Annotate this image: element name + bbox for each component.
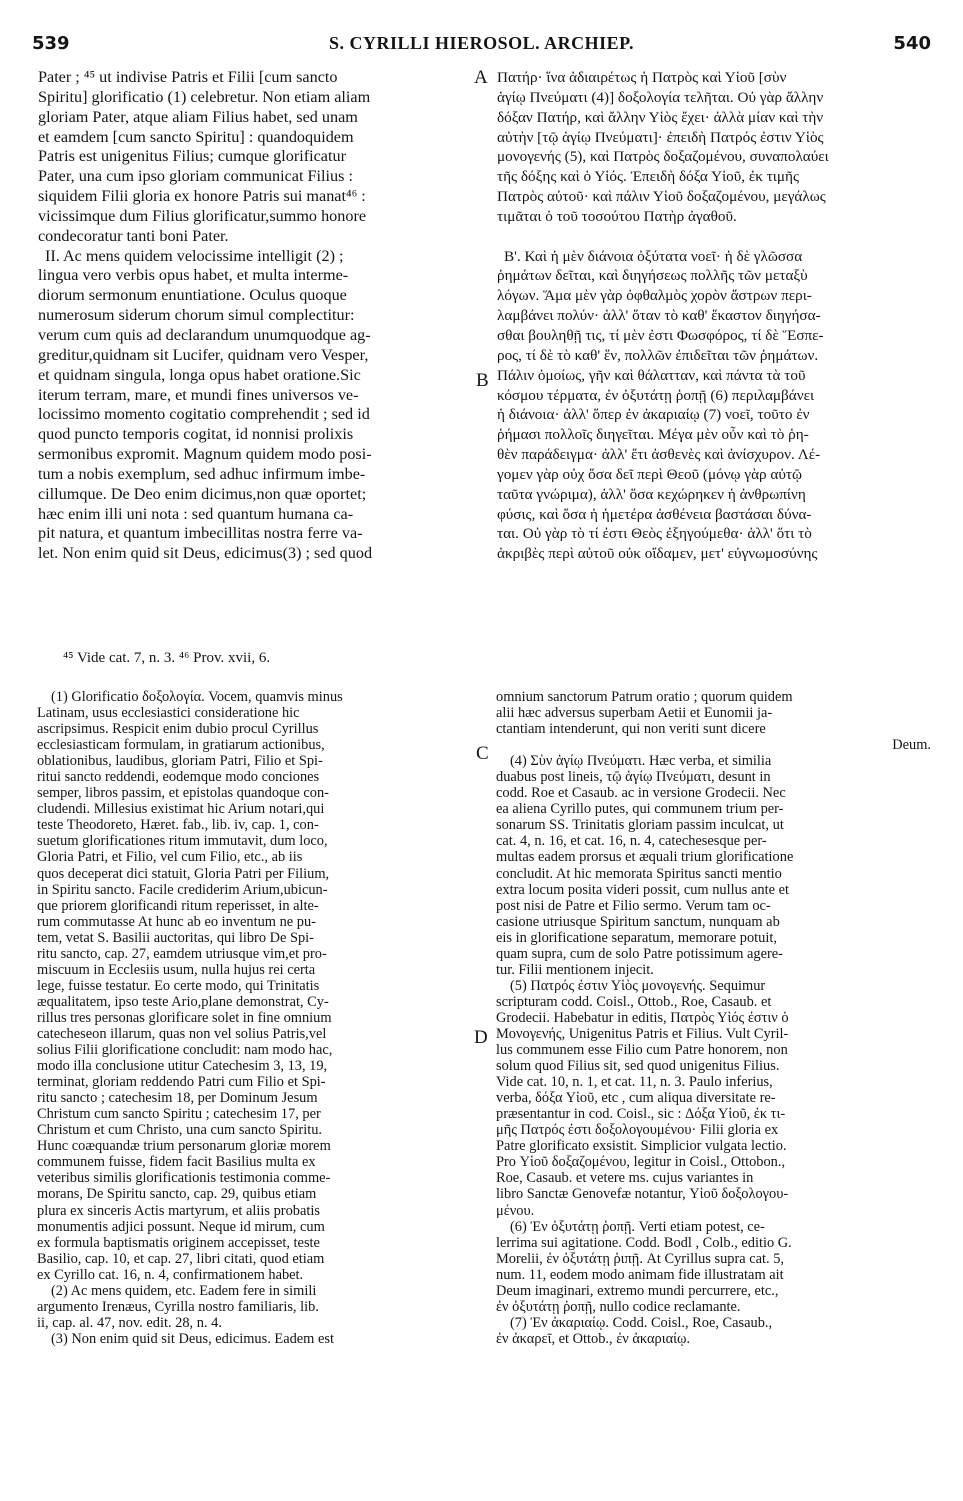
note-line: Vide cat. 10, n. 1, et cat. 11, n. 3. Paulo inferius,: [496, 1074, 773, 1091]
note-line: ex formula baptismatis originem accepisset, teste: [37, 1234, 320, 1251]
note-line: Latinam, usus ecclesiastici consideratione hic: [37, 705, 300, 722]
margin-marker-d: D: [474, 1027, 488, 1048]
text-line: Spiritu] glorificatio (1) celebretur. Non etiam aliam: [38, 87, 371, 106]
note-line: ἐν ἀκαρεῖ, et Ottob., ἐν ἀκαριαίῳ.: [496, 1330, 691, 1347]
note-line: duabus post lineis, τῷ ἁγίῳ Πνεύματι, desunt in: [496, 769, 771, 786]
margin-marker-a: A: [474, 67, 488, 88]
note-line: argumento Irenæus, Cyrilla nostro familiaris, lib.: [37, 1298, 319, 1315]
note-line: Hunc coæquandæ trium personarum gloriæ morem: [37, 1138, 331, 1155]
text-line: Πατρὸς αὐτοῦ· καὶ πάλιν Υἱοῦ δοξαζομένου, μεγάλως: [497, 188, 826, 206]
text-line: θὲν παράδειγμα· ἀλλ' ἔτι ἀσθενὲς καὶ ἀνίσχυρον. Λέ-: [497, 446, 821, 464]
note-line: concludit. At hic memorata Spiritus sancti mentio: [496, 865, 782, 882]
note-line: Pro Υἱοῦ δοξαζομένου, legitur in Coisl., Ottobon.,: [496, 1154, 786, 1171]
note-line: Μονογενής, Unigenitus Patris et Filius. Vult Cyril-: [496, 1025, 789, 1042]
note-line: cludendi. Millesius existimat hic Arium notari,qui: [37, 801, 325, 818]
text-line: κόσμου τέρματα, ἐν ὀξυτάτῃ ῥοπῇ (6) περιλαμβάνει: [497, 386, 815, 404]
text-line: ται. Οὐ γὰρ τὸ τί ἐστι Θεὸς ἐξηγούμεθα· ἀλλ' ὅτι τὸ: [497, 525, 812, 543]
note-line: (6) Ἐν ὀξυτάτῃ ῥοπῇ. Verti etiam potest, ce-: [510, 1218, 765, 1235]
note-line: veteribus similis glorificationis testimonia comme-: [37, 1170, 331, 1187]
note-line: semper, libros passim, et epistolas quandoque con-: [37, 785, 329, 802]
note-line: ctantiam intenderunt, qui non veriti sunt dicere: [496, 721, 766, 738]
text-line: ταῦτα γνώριμα), ἀλλ' ὅσα κεχώρηκεν ἡ ἀνθρωπίνη: [497, 485, 806, 503]
text-line: Β'. Καὶ ἡ μὲν διάνοια ὀξύτατα νοεῖ· ἡ δὲ γλῶσσα: [504, 247, 803, 265]
note-line: plura ex sinceris Actis martyrum, et aliis probatis: [37, 1202, 320, 1219]
text-line: condecoratur tanti boni Pater.: [38, 226, 229, 245]
note-line: solius Filii glorificatione concludit: nam modo hac,: [37, 1042, 333, 1059]
text-line: [497, 227, 930, 247]
note-line: post nisi de Patre et Filio sermo. Verum tam oc-: [496, 897, 771, 914]
note-line: μῆς Πατρός ἐστι δοξολογουμένου· Filii gloria ex: [496, 1122, 779, 1139]
note-line: ascripsimus. Respicit enim dubio procul Cyrillus: [37, 721, 319, 738]
note-line: omnium sanctorum Patrum oratio ; quorum quidem: [496, 689, 793, 705]
note-line: lerrima sui agitatione. Codd. Bodl , Colb., editio G.: [496, 1234, 792, 1251]
note-line: Christum cum sancto Spiritu ; catechesim 17, per: [37, 1106, 321, 1123]
text-line: quod puncto temporis cogitat, id nonnisi prolixis: [38, 425, 354, 444]
text-line: ῥημάτων δεῖται, καὶ διηγήσεως πολλῆς τῶν μεταξὺ: [497, 267, 808, 285]
note-line: ea aliena Cyrillo putes, qui communem trium per-: [496, 801, 784, 818]
running-title: S. CYRILLI HIEROSOL. ARCHIEP.: [329, 33, 634, 53]
note-line: solum quod Filius sit, sed quod unigenitus Filius.: [496, 1058, 780, 1075]
note-line: in Spiritu sancto. Facile crediderim Arium,ubicun-: [37, 881, 328, 898]
note-line: lege, fuisse testatur. Eo certe modo, qui Trinitatis: [37, 977, 320, 994]
note-line: Basilio, cap. 10, et cap. 27, libri citati, quod etiam: [37, 1250, 325, 1267]
text-line: σθαι βουληθῇ τις, τί μὲν ἐστι Φωσφόρος, τί δὲ Ἕσπε-: [497, 326, 824, 344]
note-line: præsentantur in cod. Coisl., sic : Δόξα Υἱοῦ, ἐκ τι-: [496, 1106, 786, 1123]
text-line: numerosum siderum chorum simul complectitur:: [38, 306, 355, 325]
text-line: tum a nobis exemplum, sed adhuc infirmum imbe-: [38, 464, 366, 483]
greek-text-column: [497, 68, 930, 564]
text-line: ἡ διάνοια· ἀλλ' ὅπερ ἐν ἀκαριαίῳ (7) νοεῖ, τοῦτο ἐν: [497, 406, 810, 424]
text-line: γομεν γὰρ οὐχ ὅσα δεῖ περὶ Θεοῦ (μόνῳ γὰρ αὐτῷ: [497, 465, 802, 483]
note-line: codd. Roe et Casaub. ac in versione Grodecii. Nec: [496, 785, 786, 802]
note-line: æqualitatem, ipso teste Ario,plane demonstrat, Cy-: [37, 993, 329, 1010]
text-line: iterum terram, mare, et mundi fines universos ve-: [38, 385, 359, 404]
note-line: teste Theodoreto, Hæret. fab., lib. iv, cap. 1, con-: [37, 817, 319, 834]
note-line: Gloria Patri, et Filio, vel cum Filio, etc., ab iis: [37, 849, 303, 866]
text-line: hæc enim illi uni nota : sed quantum humana ca-: [38, 504, 354, 523]
note-line: catecheseon illarum, quas non vel solius Patris,vel: [37, 1025, 327, 1042]
note-line: lus communem esse Filio cum Patre honorem, non: [496, 1042, 788, 1059]
note-line: verba, δόξα Υἱοῦ, etc , cum aliqua diversitate re-: [496, 1090, 776, 1107]
note-line: ex Cyrillo cat. 16, n. 4, confirmationem habet.: [37, 1266, 304, 1283]
note-line: Grodecii. Habebatur in editis, Πατρὸς Υἱός ἐστιν ὁ: [496, 1009, 789, 1026]
note-line: communem fuisse, fidem facit Basilius multa ex: [37, 1154, 316, 1171]
note-line: terminat, gloriam reddendo Patri cum Filio et Spi-: [37, 1074, 326, 1091]
text-line: let. Non enim quid sit Deus, edicimus(3) ; sed quod: [38, 544, 373, 563]
note-line: ii, cap. al. 47, nov. edit. 28, n. 4.: [37, 1314, 222, 1331]
running-header: [32, 33, 931, 59]
note-line: tem, vetat S. Basilii auctoritas, qui libro De Spi-: [37, 929, 314, 946]
note-line: Morelii, ἐν ὀξυτάτῃ ῥιπῇ. At Cyrillus supra cat. 5,: [496, 1250, 785, 1267]
text-line: cillumque. De Deo enim dicimus,non quæ oportet;: [38, 484, 367, 503]
text-line: greditur,quidnam sit Lucifer, quidnam vero Vesper,: [38, 345, 369, 364]
note-line: casione utriusque Spiritum sanctum, nunquam ab: [496, 913, 780, 930]
note-line: morans, De Spiritu sancto, cap. 29, quibus etiam: [37, 1186, 317, 1203]
margin-marker-c: C: [476, 743, 489, 764]
note-line: Patre glorificato exsistit. Simplicior vulgata lectio.: [496, 1138, 787, 1155]
footnote-references: ⁴⁵ Vide cat. 7, n. 3. ⁴⁶ Prov. xvii, 6.: [63, 650, 271, 666]
page-number-right: 540: [893, 33, 931, 54]
note-line: que priorem glorificandi ritum reperisset, in alte-: [37, 897, 319, 914]
text-line: ῥήμασι πολλοῖς διηγεῖται. Μέγα μὲν οὖν καὶ τὸ ῥη-: [497, 426, 809, 444]
text-line: λόγων. Ἅμα μὲν γὰρ ὀφθαλμὸς χορὸν ἄστρων περι-: [497, 287, 812, 305]
text-line: II. Ac mens quidem velocissime intelligit (2) ;: [45, 246, 344, 265]
text-line: ρος, τί δὲ τὸ καθ' ἕν, πολλῶν ἐπιδεῖται τῶν ῥημάτων.: [497, 346, 819, 364]
text-line: pit natura, et quantum imbecillitas nostra ferre va-: [38, 524, 363, 543]
note-line: ecclesiasticam formulam, in gratiarum actionibus,: [37, 737, 325, 754]
note-line: rum commutasse At hunc ab eo inventum ne pu-: [37, 913, 316, 930]
margin-marker-b: B: [476, 370, 489, 391]
note-line: (4) Σὺν ἁγίῳ Πνεύματι. Hæc verba, et similia: [510, 753, 772, 770]
note-line: quam supra, cum de solo Patre potissimum agere-: [496, 945, 783, 962]
note-line: (2) Ac mens quidem, etc. Eadem fere in simili: [51, 1282, 317, 1299]
text-line: φύσις, καὶ ὅσα ἡ ἡμετέρα ἀσθένεια βαστάσαι δύνα-: [497, 505, 812, 523]
text-line: et eamdem [cum sancto Spiritu] : quandoquidem: [38, 127, 354, 146]
note-line: tur. Filii mentionem injecit.: [496, 961, 654, 978]
note-line: eis in glorificatione separatum, memorare potuit,: [496, 929, 777, 946]
text-line: Pater ; ⁴⁵ ut indivise Patris et Filii [cum sancto: [38, 68, 338, 86]
note-line: oblationibus, laudibus, gloriam Patri, Filio et Spi-: [37, 753, 323, 770]
note-line: rillus tres personas glorificare solet in fine omnium: [37, 1009, 332, 1026]
text-line: Πατήρ· ἵνα ἀδιαιρέτως ἡ Πατρὸς καὶ Υἱοῦ [σὺν: [497, 69, 787, 86]
text-line: τῆς δόξης καὶ ὁ Υἱός. Ἐπειδὴ δόξα Υἱοῦ, ἐκ τιμῆς: [497, 168, 799, 186]
note-line: miscuum in Ecclesiis usum, nulla hujus rei certa: [37, 961, 316, 978]
note-line: (3) Non enim quid sit Deus, edicimus. Eadem est: [51, 1330, 334, 1347]
note-line: ritui sancto reddendi, eodemque modo conciones: [37, 769, 320, 786]
text-line: lingua vero verbis opus habet, et multa interme-: [38, 266, 349, 285]
note-line: cat. 4, n. 16, et cat. 16, n. 4, catechesesque per-: [496, 833, 767, 850]
note-line: μένου.: [496, 1202, 535, 1219]
notes-right-column: [496, 689, 931, 1347]
text-line: verum cum quis ad declarandum unumquodque ag-: [38, 325, 371, 344]
page-number-left: 539: [32, 33, 70, 54]
note-line: Deum imaginari, extremo mundi percurrere, etc.,: [496, 1282, 779, 1299]
text-line: μονογενής (5), καὶ Πατρὸς δοξαζομένου, συναπολαύει: [497, 148, 829, 166]
text-line: locissimo momento cogitatio comprehendit ; sed id: [38, 405, 370, 424]
note-line: ἐν ὀξυτάτῃ ῥοπῇ, nullo codice reclamante.: [496, 1298, 741, 1315]
note-line: Deum.: [892, 737, 931, 754]
note-line: suetum glorificationes ritum immutavit, dum loco,: [37, 833, 328, 850]
text-line: λαμβάνει πολύν· ἀλλ' ὅταν τὸ καθ' ἕκαστον διηγήσα-: [497, 307, 821, 325]
text-line: et quidnam singula, longa opus habet oratione.Sic: [38, 365, 361, 384]
text-line: ἀκριβὲς περὶ αὐτοῦ οὐκ οἴδαμεν, μετ' εὐγνωμοσύνης: [497, 545, 818, 563]
note-line: quos deceperat dici statuit, Gloria Patri per Filium,: [37, 865, 330, 882]
text-line: gloriam Pater, atque aliam Filius habet, sed unam: [38, 107, 358, 126]
notes-left-column: [37, 689, 470, 1347]
text-line: Πάλιν ὁμοίως, γῆν καὶ θάλατταν, καὶ πάντα τὰ τοῦ: [497, 366, 806, 384]
text-line: vicissimque dum Filius glorificatur,summo honore: [38, 206, 367, 225]
latin-text-column: [38, 68, 466, 564]
text-line: αὐτὴν [τῷ ἁγίῳ Πνεύματι]· ἐπειδὴ Πατρός ἐστιν Υἱὸς: [497, 128, 824, 146]
note-line: Roe, Casaub. et vetere ms. cujus variantes in: [496, 1170, 754, 1187]
text-line: siquidem Filii gloria ex honore Patris sui manat⁴⁶ :: [38, 187, 366, 206]
note-line: ritu sancto, cap. 27, eamdem utriusque vim,et pro-: [37, 945, 327, 962]
note-line: num. 11, eodem modo animam fide illustratam ait: [496, 1266, 784, 1283]
note-line: (1) Glorificatio δοξολογία. Vocem, quamvis minus: [51, 689, 343, 705]
note-line: ritu sancto ; catechesim 18, per Dominum Jesum: [37, 1090, 318, 1107]
note-line: (7) Ἐν ἀκαριαίῳ. Codd. Coisl., Roe, Casaub.,: [510, 1314, 773, 1331]
note-line: libro Sanctæ Genovefæ notantur, Υἱοῦ δοξολογου-: [496, 1186, 789, 1203]
text-line: δόξαν Πατήρ, καὶ ἄλλην Υἱὸς ἔχει· ἀλλὰ μίαν καὶ τὴν: [497, 108, 824, 126]
text-line: ἁγίῳ Πνεύματι (4)] δοξολογία τελῆται. Οὐ γὰρ ἄλλην: [497, 88, 824, 106]
note-line: Christum et cum Christo, una cum sancto Spiritu.: [37, 1122, 322, 1139]
text-line: sermonibus expromit. Magnum quidem modo posi-: [38, 445, 372, 464]
note-line: monumentis adjici possunt. Neque id mirum, cum: [37, 1218, 325, 1235]
note-line: (5) Πατρός ἐστιν Υἱὸς μονογενής. Sequimur: [510, 977, 766, 994]
text-line: Pater, una cum ipso gloriam communicat Filius :: [38, 167, 353, 186]
note-line: multas eadem prorsus et æquali trium glorificatione: [496, 849, 794, 866]
text-line: Patris est unigenitus Filius; cumque glorificatur: [38, 147, 346, 166]
note-line: scripturam codd. Coisl., Ottob., Roe, Casaub. et: [496, 993, 772, 1010]
text-line: τιμᾶται ὁ τοῦ τοσούτου Πατὴρ ἀγαθοῦ.: [497, 207, 737, 225]
text-line: diorum sermonum enuntiatione. Oculus quoque: [38, 286, 347, 305]
note-line: extra locum posita videri possit, cum nullus ante et: [496, 881, 789, 898]
note-line: alii hæc adversus superbam Aetii et Eunomii ja-: [496, 705, 773, 722]
note-line: sonarum SS. Trinitatis gloriam passim inculcat, ut: [496, 817, 784, 834]
note-line: modo illa conclusione utitur Catechesim 3, 13, 19,: [37, 1058, 328, 1075]
